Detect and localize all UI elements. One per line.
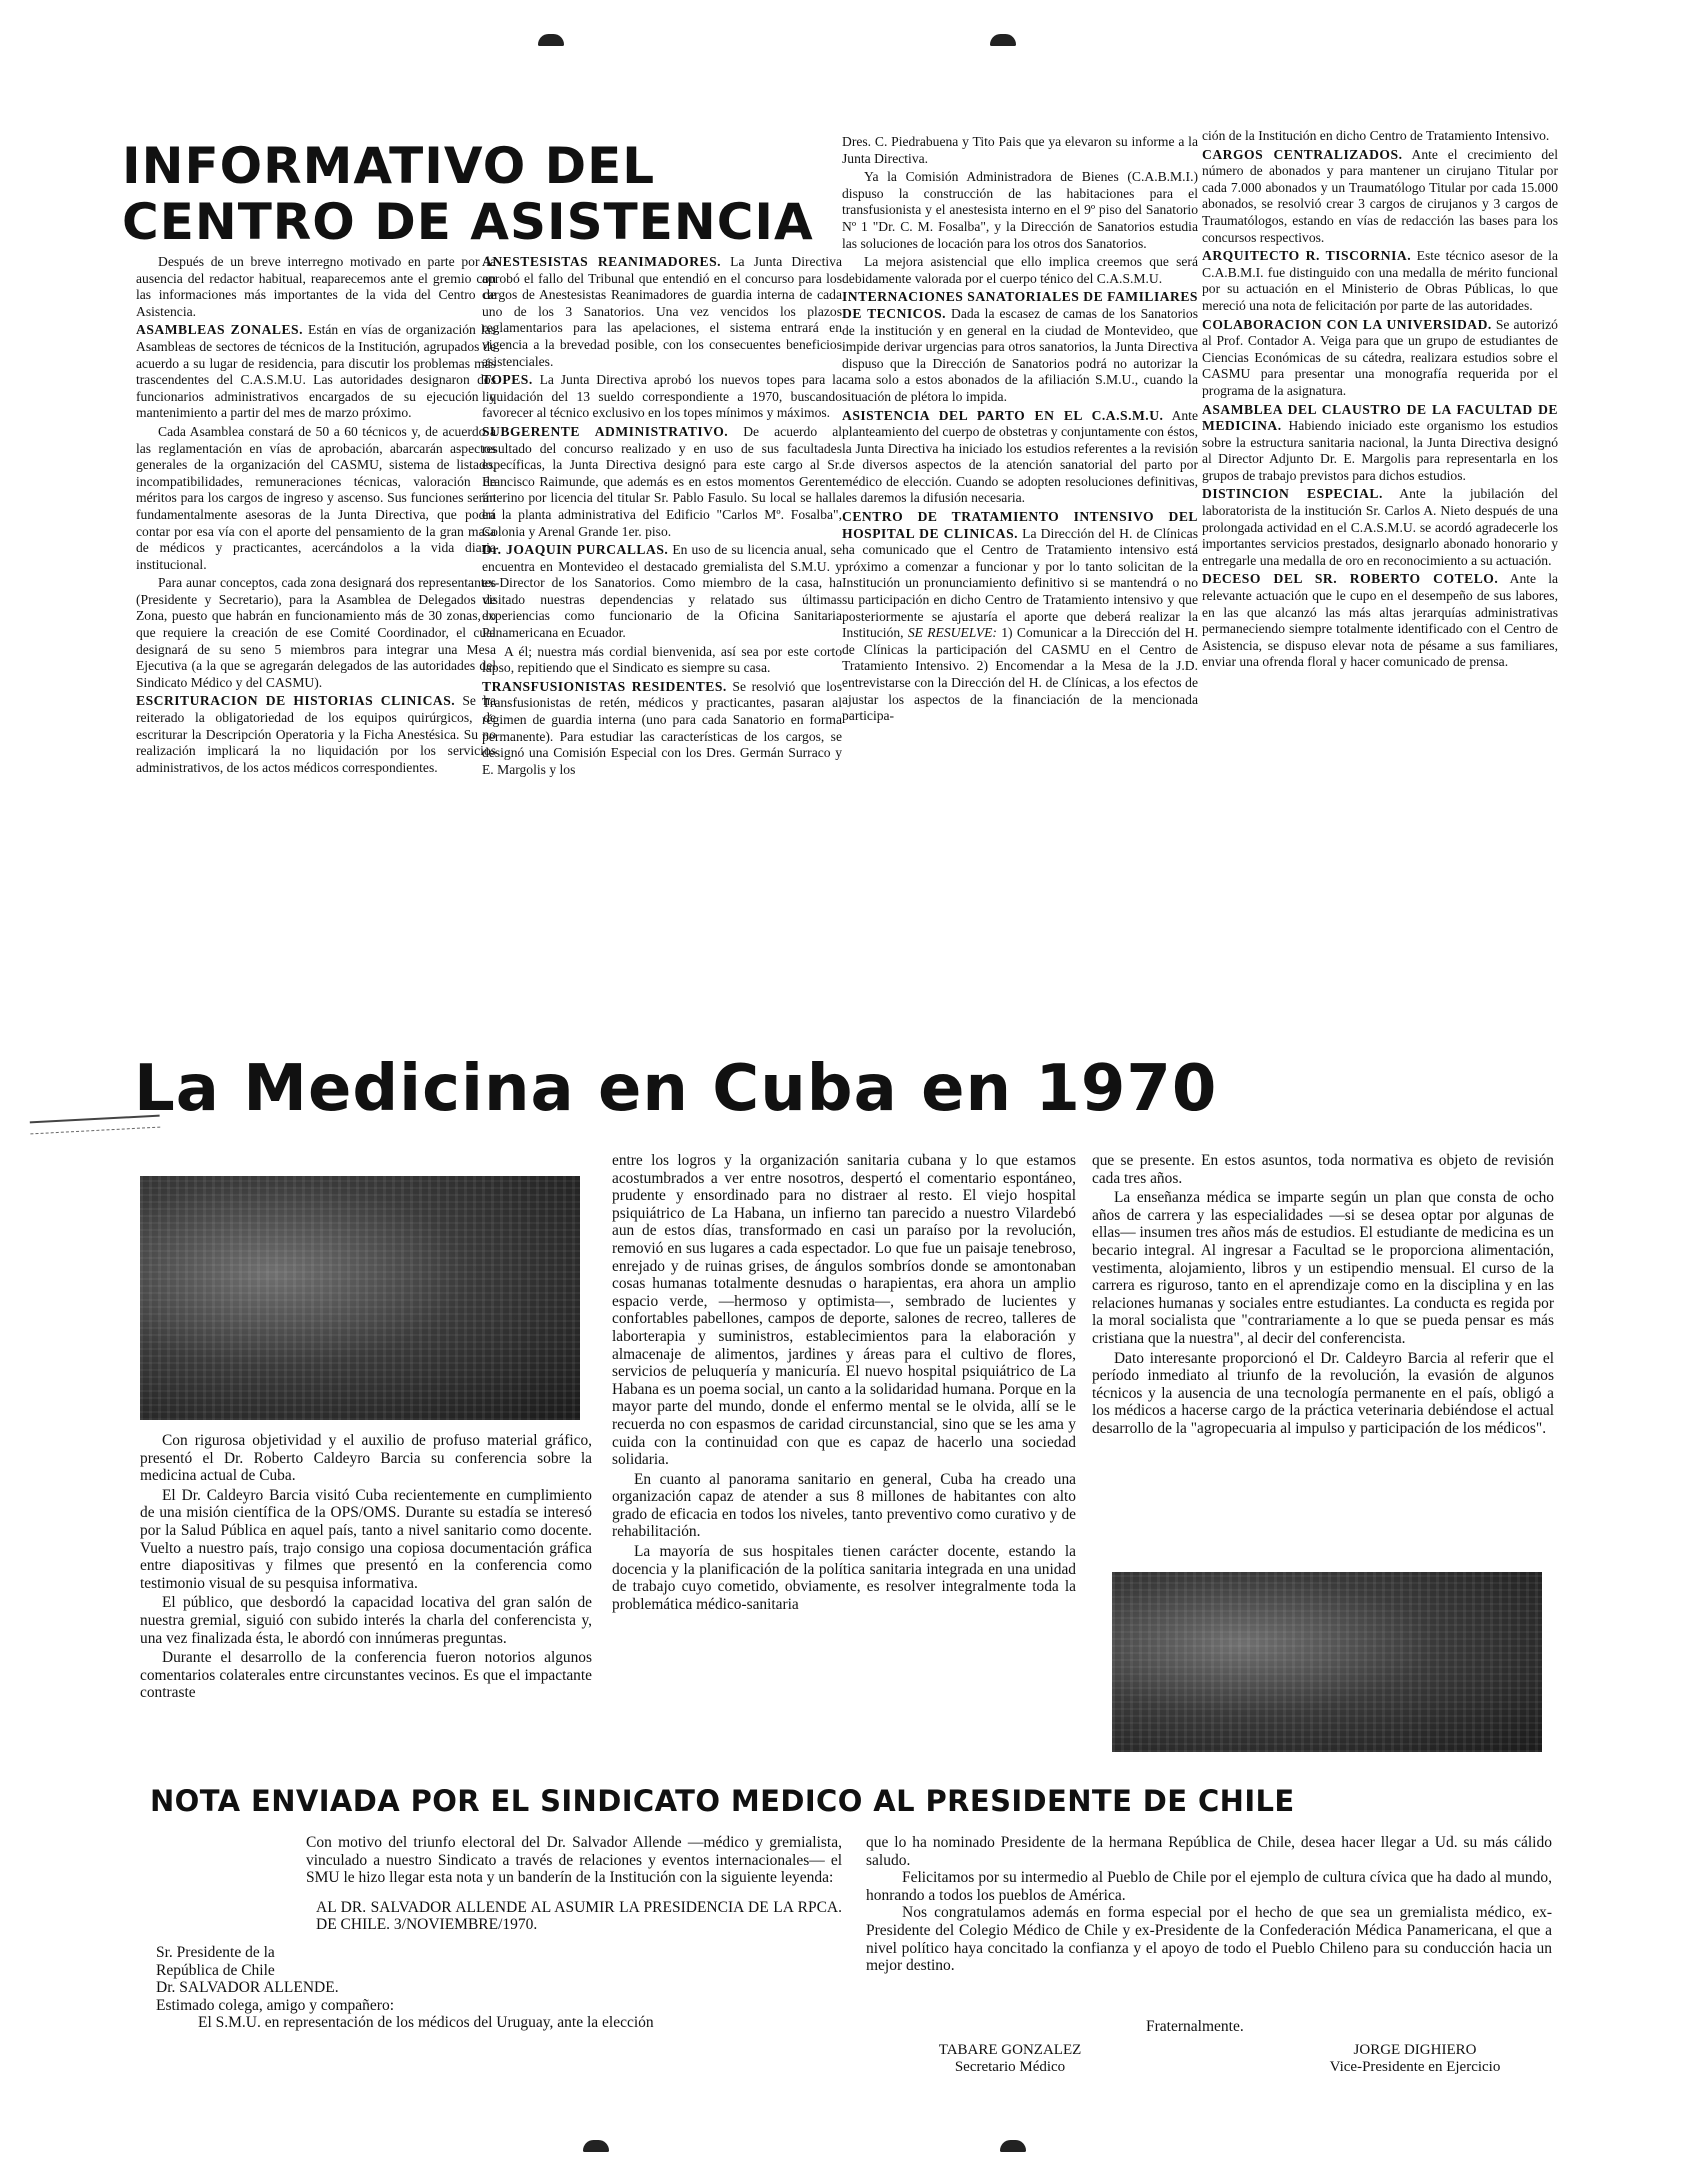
section-heading: CARGOS CENTRALIZADOS. — [1202, 146, 1403, 162]
article1-title — [122, 138, 814, 250]
section-body: Habiendo iniciado este organismo los estudios sobre la estructura sanitaria nacional, la Junta Directiva designó al Director Adjunto Dr. E. Margolis para representarla en los grupos de trabajo previstos para dichos estudios. — [1202, 418, 1558, 483]
article1-title-line2: CENTRO DE ASISTENCIA — [122, 193, 814, 251]
letter-left — [156, 1834, 842, 2032]
paragraph: En cuanto al panorama sanitario en general, Cuba ha creado una organización capaz de atender a sus 8 millones de habitantes con alto grado de eficacia en todos los niveles, tanto preventivo como curativo y de rehabilitación. — [612, 1470, 1076, 1541]
article1-title-line1: INFORMATIVO DEL — [122, 137, 656, 195]
paragraph: La mayoría de sus hospitales tienen carácter docente, estando la docencia y la planificación de la política sanitaria integrada en una unidad de trabajo cuyo cometido, obviamente, es resolver integralmente toda la problemática médico-sanitaria — [612, 1543, 1076, 1613]
address-line: República de Chile — [156, 1961, 275, 1979]
section-body: 1) Comunicar a la Dirección del H. de Clínicas la participación del CASMU en el Centro de Tratamiento Intensivo. 2) Encomendar a la Mesa de la J.D. entrevistarse con la Dirección del H. de Clínicas, a los efectos de ajustar los aspectos de la financiación de la mencionada participa- — [842, 625, 1198, 724]
resolution-label: SE RESUELVE: — [907, 625, 997, 641]
section-heading: TRANSFUSIONISTAS RESIDENTES. — [482, 678, 727, 694]
paragraph: La enseñanza médica se imparte según un plan que consta de ocho años de carrera y las especialidades —si se desea optar por algunas de ellas— insumen tres años más de estudios. El estudiante de medicina es un becario integral. Al ingresar a Facultad se le proporciona alimentación, vestimenta, alojamiento, libros y un estipendio mensual. El curso de la carrera es riguroso, tanto en el aprendizaje como en la disciplina y en las relaciones humanas y sociales entre estudiantes. La conducta es regida por la moral socialista que "contrariamente a lo que se pueda pensar es más cristiana que la nuestra", al decir del conferencista. — [1092, 1189, 1554, 1347]
signatory-role: Vice-Presidente en Ejercicio — [1329, 2059, 1501, 2075]
paragraph — [1202, 402, 1558, 485]
paragraph: Dres. C. Piedrabuena y Tito Pais que ya elevaron su informe a la Junta Directiva. — [842, 134, 1198, 166]
section-body: Se resolvió que los Transfusionistas de retén, médicos y practicantes, pasaran al régimen de guardia interna (uno para cada Sanatorio en forma permanente). Para estudiar las características de los cargos, se designó una Comisión Especial con los Dres. Germán Surraco y E. Margolis y los — [482, 678, 842, 777]
paragraph — [482, 542, 842, 642]
article3-title: NOTA ENVIADA POR EL SINDICATO MEDICO AL PRESIDENTE DE CHILE — [150, 1784, 1295, 1818]
paragraph: Durante el desarrollo de la conferencia fueron notorios algunos comentarios colaterales entre circunstantes vecinos. Es que el impactante contraste — [140, 1649, 592, 1702]
letter-greeting: Estimado colega, amigo y compañero: — [156, 1996, 395, 2014]
section-body: La Dirección del H. de Clínicas ha comunicado que el Centro de Tratamiento intensivo está próximo a comenzar a funcionar y por lo tanto solicitan de la Institución un pronunciamiento definitivo si se mantendrá o no su participación en dicho Centro de Tratamiento intensivo y que posteriormente se ajustaría el aporte que deberá realizar la Institución, — [842, 525, 1198, 641]
paragraph: El público, que desbordó la capacidad locativa del gran salón de nuestra gremial, siguió con subido interés la charla del conferencista y, una vez finalizada ésta, le abordó con innúmeras preguntas. — [140, 1594, 592, 1647]
letter-body: El S.M.U. en representación de los médicos del Uruguay, ante la elección — [198, 2014, 654, 2032]
section-body: Ante la jubilación del laboratorista de la institución Sr. Carlos A. Nieto después de una prolongada actividad en el C.A.S.M.U. se acordó agradecerle los importantes servicios prestados, designarlo abonado honorario y entregarle una medalla de oro en reconocimiento a su actuación. — [1202, 486, 1558, 568]
signatory-name: TABARE GONZALEZ — [938, 2042, 1082, 2058]
paragraph: Con rigurosa objetividad y el auxilio de profuso material gráfico, presentó el Dr. Roberto Caldeyro Barcia su conferencia sobre la medicina actual de Cuba. — [140, 1432, 592, 1485]
section-body: La Junta Directiva aprobó los nuevos topes para la liquidación del 13 sueldo correspondiente a 1970, buscando favorecer al técnico exclusivo en los topes mínimos y máximos. — [482, 372, 842, 421]
section-body: Ante el crecimiento del número de abonados y para mantener un cirujano Titular por cada 7.000 abonados y un Traumatólogo Titular por cada 15.000 abonados, se resolvió crear 3 cargos de cirujanos y 3 cargos de Traumatólogos, estando en vías de redacción las bases para los concursos respectivos. — [1202, 146, 1558, 245]
section-body: Dada la escasez de camas de los Sanatorios de la institución y en general en la ciudad de Montevideo, que impide derivar urgencias para otros sanatorios, la Junta Directiva dispuso que la Dirección de Sanatorios podrá no autorizar la cama solo a estos abonados de la afiliación S.M.U., cuando la situación de plétora lo impida. — [842, 305, 1198, 404]
section-body: Se autorizó al Prof. Contador A. Veiga para que un grupo de estudiantes de Ciencias Económicas de su cátedra, realizara estudios sobre el CASMU para presentar una monografía requerida por el programa de la asignatura. — [1202, 316, 1558, 398]
paragraph — [1202, 486, 1558, 569]
paragraph — [1202, 571, 1558, 671]
section-heading: DECESO DEL SR. ROBERTO COTELO. — [1202, 571, 1499, 587]
section-heading: ARQUITECTO R. TISCORNIA. — [1202, 248, 1412, 264]
article1-column-4 — [1202, 128, 1558, 673]
paragraph: El Dr. Caldeyro Barcia visitó Cuba recientemente en cumplimiento de una misión científica de la OPS/OMS. Durante su estadía se interesó por la Salud Pública en aquel país, tanto a nivel sanitario como docente. Vuelto a nuestro país, trajo consigo una copiosa documentación gráfica entre diapositivas y filmes que presentó en la conferencia como testimonio visual de su pesquisa informativa. — [140, 1486, 592, 1592]
article2-title: La Medicina en Cuba en 1970 — [134, 1052, 1218, 1126]
paragraph — [1202, 317, 1558, 400]
conference-photo — [140, 1176, 580, 1420]
paragraph: Cada Asamblea constará de 50 a 60 técnicos y, de acuerdo a las reglamentación en vías de aprobación, abarcarán aspectos generales de la organización del CASMU, sistema de listado, incompatibilidades, remuneraciones técnicas, valoración de méritos para los cargos de ingreso y ascenso. Sus funciones serán fundamentalmente asesoras de la Junta Directiva, que podrá contar por esa vía con el aporte del pensamiento de la gran masa de médicos y practicantes, acercándolos a la vida diaria institucional. — [136, 423, 496, 572]
letter-closing: Fraternalmente. — [1146, 2018, 1244, 2035]
address-line: Dr. SALVADOR ALLENDE. — [156, 1979, 339, 1997]
paragraph: Dato interesante proporcionó el Dr. Caldeyro Barcia al referir que el período inmediato al triunfo de la revolución, la evasión de algunos técnicos y la ausencia de una tecnología permanente en el país, obligó a los médicos a hacerse cargo de la práctica veterinaria debiéndose el actual desarrollo de la "agropecuaria al impulso y participación de los médicos". — [1092, 1349, 1554, 1437]
paragraph — [1202, 248, 1558, 314]
paragraph: A él; nuestra más cordial bienvenida, así sea por este corto lapso, repitiendo que el Sindicato es siempre su casa. — [482, 643, 842, 676]
paragraph — [482, 254, 842, 370]
section-body: Están en vías de organización las Asambleas de sectores de técnicos de la Institución, agrupados de acuerdo a su lugar de residencia, para discutir los problemas más trascendentes del C.A.S.M.U. Las autoridades designaron dos funcionarios administrativos encargados de su ejecución y mantenimiento a partir del mes de marzo próximo. — [136, 322, 496, 421]
section-body: Se ha reiterado la obligatoriedad de los equipos quirúrgicos, de escriturar la Descripción Operatoria y la Ficha Anestésica. Su no realización implicará la no liquidación por los servicios administrativos, de los actos médicos correspondientes. — [136, 693, 496, 775]
paragraph: ción de la Institución en dicho Centro de Tratamiento Intensivo. — [1202, 128, 1550, 143]
article2-column-1 — [140, 1432, 592, 1704]
article1-column-2 — [482, 254, 842, 780]
letter-body: Felicitamos por su intermedio al Pueblo de Chile por el ejemplo de cultura cívica que ha dado al mundo, honrando a todos los pueblos de América. — [866, 1869, 1552, 1904]
section-heading: Dr. JOAQUIN PURCALLAS. — [482, 542, 669, 558]
paragraph — [842, 408, 1198, 508]
registration-mark-top-left — [538, 34, 564, 46]
letter-legend: AL DR. SALVADOR ALLENDE AL ASUMIR LA PRESIDENCIA DE LA RPCA. DE CHILE. 3/NOVIEMBRE/1970. — [316, 1898, 842, 1934]
section-body: De acuerdo al resultado del concurso realizado y en uso de sus facultades específicas, la Junta Directiva designó para este cargo al Sr. Francisco Raimunde, que además es en estos momentos Gerente interino por licencia del titular Sr. Pablo Fasulo. Su local se halla en la planta administrativa del Edificio "Carlos Mº. Fosalba", Colonia y Arenal Grande 1er. piso. — [482, 423, 842, 539]
address-line: Sr. Presidente de la — [156, 1943, 275, 1961]
registration-mark-bottom-right — [1000, 2140, 1026, 2152]
paragraph: Para aunar conceptos, cada zona designará dos representantes (Presidente y Secretario), para la Asamblea de Delegados de Zona, puesto que habrán en funcionamiento más de 30 zonas, lo que requiere la creación de ese Comité Coordinador, el cual designará de su seno 5 miembros para integrar una Mesa Ejecutiva (a la que se agregarán delegados de las autoridades del Sindicato Médico y del CASMU). — [136, 575, 496, 690]
paragraph: entre los logros y la organización sanitaria cubana y lo que estamos acostumbrados a ver entre nosotros, despertó el comentario espontáneo, prudente y ensordinado para no distraer al resto. El viejo hospital psiquiátrico de La Habana, un infierno tan parecido a nuestro Vilardebó aun de estos días, transformado en casi un paraíso por la revolución, removió en sus lugares a cada espectador. Lo que fue un paisaje tenebroso, enrejado y de ruinas grises, de ángulos sombríos donde se amontonaban cosas humanas totalmente desnudas o harapientas, era ahora un amplio espacio verde, —hermoso y optimista—, sembrado de lucientes y confortables pabellones, campos de deporte, salones de recreo, talleres de laborterapia y suministros, establecimientos para la elaboración y almacenaje de alimentos, jardines y áreas para el cultivo de flores, servicios de peluquería y manicuría. El nuevo hospital psiquiátrico de La Habana es un poema social, un canto a la solidaridad humana. Porque en la mayor parte del mundo, donde el enfermo mental se le olvida, allí se le recuerda no con espasmos de caridad circunstancial, sino que se les ama y cuida con la continuidad con que es capaz de hacerlo una sociedad solidaria. — [612, 1152, 1076, 1469]
paragraph — [842, 289, 1198, 405]
registration-mark-top-right — [990, 34, 1016, 46]
letter-right — [866, 1834, 1552, 1975]
letter-intro: Con motivo del triunfo electoral del Dr. Salvador Allende —médico y gremialista, vinculado a nuestro Sindicato a través de relaciones y eventos internacionales— el SMU le hizo llegar esta nota y un banderín de la Institución con la siguiente leyenda: — [306, 1834, 842, 1887]
signatory-role: Secretario Médico — [954, 2059, 1066, 2075]
section-heading: DISTINCION ESPECIAL. — [1202, 486, 1383, 502]
section-heading: ASAMBLEAS ZONALES. — [136, 322, 303, 338]
section-heading: INTERNACIONES SANATORIALES DE FAMILIARES DE TECNICOS. — [842, 289, 1198, 321]
paragraph: La mejora asistencial que ello implica creemos que será debidamente valorada por el cuerpo ténico del C.A.S.M.U. — [842, 254, 1198, 286]
section-heading: CENTRO DE TRATAMIENTO INTENSIVO DEL HOSPITAL DE CLINICAS. — [842, 509, 1198, 541]
signature-vicepresidente — [1270, 2042, 1560, 2076]
section-body: En uso de su licencia anual, se encuentra en Montevideo el destacado gremialista del S.M.U. y ex-Director de los Sanatorios. Como miembro de la casa, ha visitado nuestras dependencias y relatado sus últimas experiencias como funcionario de la Oficina Sanitaria Panamericana en Ecuador. — [482, 542, 842, 641]
paragraph: que se presente. En estos asuntos, toda normativa es objeto de revisión cada tres años. — [1092, 1152, 1554, 1187]
paragraph — [136, 693, 496, 776]
section-heading: ESCRITURACION DE HISTORIAS CLINICAS. — [136, 693, 456, 709]
paragraph — [1202, 147, 1558, 247]
paragraph: Después de un breve interregno motivado en parte por la ausencia del redactor habitual, reaparecemos ante el gremio con las informaciones más importantes de la vida del Centro de Asistencia. — [136, 254, 496, 319]
registration-mark-bottom-left — [583, 2140, 609, 2152]
section-heading: ANESTESISTAS REANIMADORES. — [482, 254, 722, 269]
section-heading: ASAMBLEA DEL CLAUSTRO DE LA FACULTAD DE MEDICINA. — [1202, 401, 1558, 434]
section-heading: SUBGERENTE ADMINISTRATIVO. — [482, 423, 729, 439]
section-body: Ante la relevante actuación que le cupo en el desempeño de sus labores, en las que alcanzó las más altas jerarquías administrativas permaneciendo siempre totalmente identificado con el Centro de Asistencia, se dispuso elevar nota de pésame a sus familiares, enviar una ofrenda floral y hacer comunicado de prensa. — [1202, 571, 1559, 670]
article1-column-1 — [136, 254, 496, 778]
letter-body: Nos congratulamos además en forma especial por el hecho de que sea un gremialista médico, ex-Presidente del Colegio Médico de Chile y ex-Presidente de la Confederación Médica Panamericana, el que a nivel político haya concitado la confianza y el apoyo de todo el Pueblo Chileno para su conducción hacia un mejor destino. — [866, 1904, 1552, 1975]
paragraph — [136, 322, 496, 422]
section-body: Ante planteamiento del cuerpo de obstetras y conjuntamente con éstos, la Junta Directiva ha iniciado los estudios referentes a la revisión de diversos aspectos de la atención sanatorial del parto por médico de elección. Cuando se adopten resoluciones definitivas, les daremos la difusión necesaria. — [842, 407, 1198, 506]
paragraph — [482, 679, 842, 779]
signatory-name: JORGE DIGHIERO — [1353, 2042, 1477, 2058]
article2-column-2 — [612, 1152, 1076, 1615]
section-heading: TOPES. — [482, 372, 533, 388]
paragraph — [482, 424, 842, 540]
section-heading: ASISTENCIA DEL PARTO EN EL C.A.S.M.U. — [842, 407, 1164, 423]
audience-photo — [1112, 1572, 1542, 1752]
article1-column-3 — [842, 134, 1198, 727]
section-body: Este técnico asesor de la C.A.B.M.I. fue distinguido con una medalla de mérito funcional por su actuación en el Ministerio de Obras Públicas, lo que mereció una nota de felicitación por parte de las autoridades. — [1202, 248, 1558, 313]
paragraph: Ya la Comisión Administradora de Bienes (C.A.B.M.I.) dispuso la construcción de las habitaciones para el transfusionista y el anestesista interno en el 9º piso del Sanatorio Nº 1 "Dr. C. M. Fosalba", y la Dirección de Sanatorios estudia las soluciones de locación para los otros dos Sanatorios. — [842, 169, 1198, 251]
section-body: La Junta Directiva aprobó el fallo del Tribunal que entendió en el concurso para los cargos de Anestesistas Reanimadores de guardia interna de cada uno de los 3 Sanatorios. Una vez vencidos los plazos reglamentarios para las apelaciones, el sistema entrará en vigencia a la brevedad posible, con los consecuentes beneficios asistenciales. — [482, 254, 842, 369]
letter-body: que lo ha nominado Presidente de la hermana República de Chile, desea hacer llegar a Ud. su más cálido saludo. — [866, 1834, 1552, 1869]
section-heading: COLABORACION CON LA UNIVERSIDAD. — [1202, 316, 1492, 332]
article2-column-3 — [1092, 1152, 1554, 1440]
signature-secretario — [880, 2042, 1140, 2076]
paragraph — [482, 372, 842, 422]
paragraph — [842, 509, 1198, 725]
